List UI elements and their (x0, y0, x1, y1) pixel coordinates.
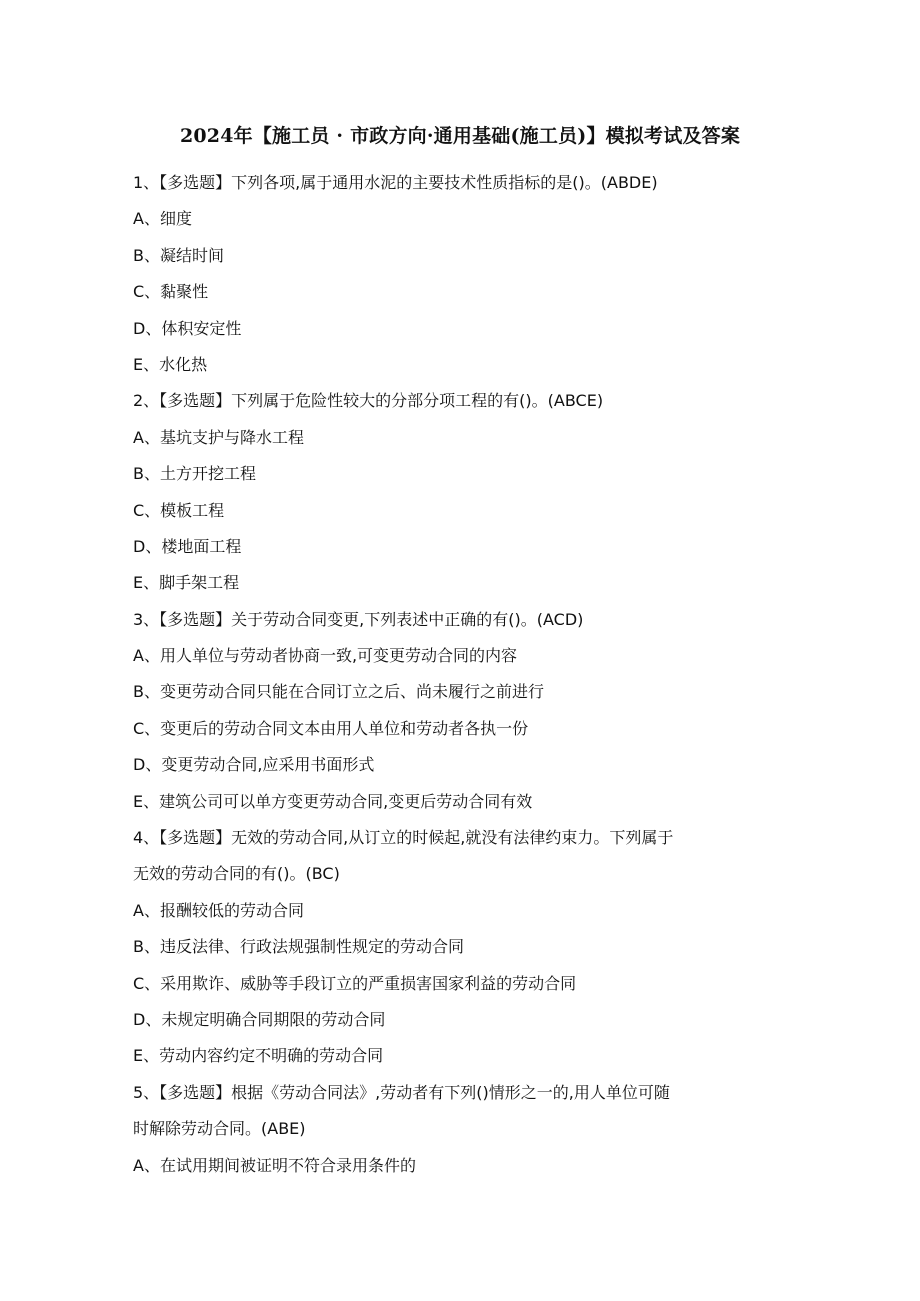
answer-option: B、违反法律、行政法规强制性规定的劳动合同 (133, 937, 464, 957)
answer-option: D、变更劳动合同,应采用书面形式 (133, 755, 375, 775)
answer-option: A、基坑支护与降水工程 (133, 427, 304, 447)
answer-option: D、楼地面工程 (133, 536, 242, 556)
answer-option: C、采用欺诈、威胁等手段订立的严重损害国家利益的劳动合同 (133, 973, 577, 993)
question-list (133, 165, 788, 1184)
answer-option: C、变更后的劳动合同文本由用人单位和劳动者各执一份 (133, 718, 529, 738)
answer-option: E、建筑公司可以单方变更劳动合同,变更后劳动合同有效 (133, 791, 533, 811)
question-stem-line-1: 4、【多选题】无效的劳动合同,从订立的时候起,就没有法律约束力。下列属于 (133, 828, 674, 848)
question-stem-line-2: 无效的劳动合同的有()。(BC) (133, 864, 340, 884)
question-stem: 2、【多选题】下列属于危险性较大的分部分项工程的有()。(ABCE) (133, 391, 604, 411)
answer-option: E、脚手架工程 (133, 573, 240, 593)
answer-option: D、体积安定性 (133, 318, 242, 338)
question-stem-line-2: 时解除劳动合同。(ABE) (133, 1119, 306, 1139)
document-title: 2024年【施工员 · 市政方向·通用基础(施工员)】模拟考试及答案 (179, 125, 741, 147)
answer-option: D、未规定明确合同期限的劳动合同 (133, 1009, 386, 1029)
question-stem-line-1: 5、【多选题】根据《劳动合同法》,劳动者有下列()情形之一的,用人单位可随 (133, 1082, 670, 1102)
answer-option: B、变更劳动合同只能在合同订立之后、尚未履行之前进行 (133, 682, 544, 702)
answer-option: A、用人单位与劳动者协商一致,可变更劳动合同的内容 (133, 646, 518, 666)
answer-option: A、报酬较低的劳动合同 (133, 900, 304, 920)
answer-option: C、模板工程 (133, 500, 225, 520)
answer-option: E、水化热 (133, 354, 208, 374)
answer-option: A、在试用期间被证明不符合录用条件的 (133, 1155, 416, 1175)
question-stem: 1、【多选题】下列各项,属于通用水泥的主要技术性质指标的是()。(ABDE) (133, 173, 658, 192)
answer-option: B、凝结时间 (133, 245, 224, 265)
answer-option: C、黏聚性 (133, 282, 209, 302)
question-stem: 3、【多选题】关于劳动合同变更,下列表述中正确的有()。(ACD) (133, 609, 584, 629)
answer-option: A、细度 (133, 209, 192, 229)
answer-option: B、土方开挖工程 (133, 464, 256, 484)
answer-option: E、劳动内容约定不明确的劳动合同 (133, 1046, 384, 1066)
